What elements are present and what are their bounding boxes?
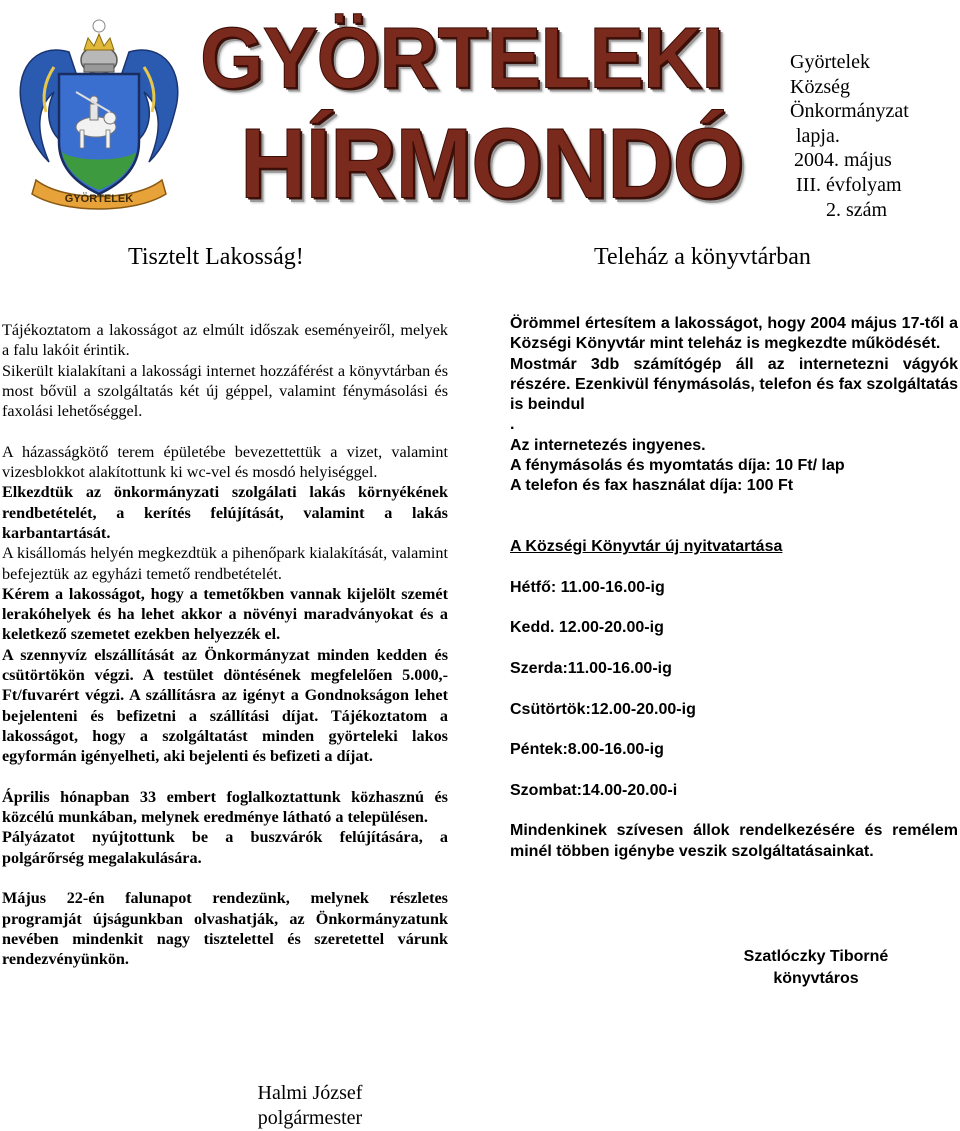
issue-info-line: 2004. május: [794, 149, 892, 172]
article-paragraph: Az internetezés ingyenes.: [510, 436, 706, 454]
opening-hours-item: Hétfő: 11.00-16.00-ig: [510, 578, 665, 596]
article-paragraph: Pályázatot nyújtottunk be a buszvárók felújítására, a polgárőrség megalakulására.: [2, 828, 448, 867]
right-column-heading: Teleház a könyvtárban: [594, 244, 811, 270]
left-column-heading: Tisztelt Lakosság!: [128, 244, 304, 270]
opening-hours-item: Szerda:11.00-16.00-ig: [510, 660, 672, 678]
article-paragraph: Tájékoztatom a lakosságot az elmúlt időszak eseményeiről, melyek a falu lakóit érintik.: [2, 321, 448, 360]
article-paragraph: A szennyvíz elszállítását az Önkormányzat minden kedden és csütörtökön végzi. A testület döntésének megfelelően 5.000,-Ft/fuvarért végzi. A szállításra az igényt a Gondnokságon lehet bejelenteni és befizetni a szállítási díjat. Tájékoztatom a lakosságot, hogy a szolgáltatást minden györteleki lakos egyformán igényelheti, aki bejelenti és befizeti a díjat.: [2, 645, 448, 766]
article-paragraph: Sikerült kialakítani a lakossági internet hozzáférést a könyvtárban és most bővül a szolgáltatás két új géppel, valamint fénymásolási és faxolási lehetőséggel.: [2, 361, 448, 421]
article-paragraph: A házasságkötő terem épületébe bevezettettük a vizet, valamint vizesblokkot alakítottunk ki wc-vel és mosdó helyiséggel.: [2, 442, 448, 482]
signature-title: polgármester: [257, 1106, 363, 1129]
left-column-article: [2, 320, 448, 970]
article-paragraph: Örömmel értesítem a lakosságot, hogy 2004 május 17-től a Községi Könyvtár mint teleház is megkezdte működését.: [510, 315, 958, 353]
issue-info-line: Község: [790, 75, 850, 98]
left-signature: [250, 1081, 370, 1130]
right-column-article: [510, 314, 958, 862]
crest-banner-text: GYÖRTELEK: [64, 193, 134, 205]
masthead-title-line-1: GYÖRTELEKI: [200, 10, 724, 107]
signature-title: könyvtáros: [773, 970, 859, 987]
opening-hours-item: Szombat:14.00-20.00-i: [510, 781, 678, 799]
issue-info-line: Györtelek: [790, 51, 870, 73]
article-paragraph: Május 22-én falunapot rendezünk, melynek részletes programját újságunkban olvashatják, az Önkormányzatunk nevében mindenkit nagy tisztelettel és szeretettel várunk rendezvényünkön.: [2, 889, 448, 969]
issue-info-line: lapja.: [796, 124, 840, 147]
opening-hours-item: Csütörtök:12.00-20.00-ig: [510, 700, 696, 718]
coat-of-arms-logo: [14, 12, 184, 212]
article-paragraph: Elkezdtük az önkormányzati szolgálati lakás környékének rendbetételét, a kerítés felújítását, valamint a lakás karbantartását.: [2, 483, 448, 542]
article-paragraph: A telefon és fax használat díja: 100 Ft: [510, 477, 794, 495]
issue-info-line: 2. szám: [826, 198, 888, 221]
article-paragraph: Mindenkinek szívesen állok rendelkezésére és remélem minél többen igénybe veszik szolgáltatásainkat.: [510, 822, 958, 860]
issue-info-line: III. évfolyam: [796, 173, 902, 196]
article-paragraph: Mostmár 3db számítógép áll az internetezni vágyók részére. Ezenkivül fénymásolás, telefon és fax szolgáltatás is beindul: [510, 355, 958, 414]
article-paragraph: Kérem a lakosságot, hogy a temetőkben vannak kijelölt szemét lerakóhelyek és ha lehet akkor a növényi maradványokat és a keletkező szemetet ezekben helyezzék el.: [2, 584, 448, 644]
opening-hours-item: Péntek:8.00-16.00-ig: [510, 741, 664, 759]
right-signature: [716, 946, 916, 990]
masthead-title: [200, 10, 744, 225]
signature-name: Szatlóczky Tiborné: [743, 948, 889, 965]
issue-info-line: Önkormányzat: [790, 100, 909, 123]
issue-info: [790, 50, 950, 222]
masthead-title-line-2: HÍRMONDÓ: [240, 108, 744, 220]
signature-name: Halmi József: [257, 1082, 363, 1104]
article-paragraph: Április hónapban 33 embert foglalkoztattunk közhasznú és közcélú munkában, melynek eredménye látható a településen.: [2, 787, 448, 827]
article-paragraph: A fénymásolás és myomtatás díja: 10 Ft/ lap: [510, 457, 845, 475]
opening-hours-item: Kedd. 12.00-20.00-ig: [510, 619, 664, 637]
article-paragraph: A kisállomás helyén megkezdtük a pihenőpark kialakítását, valamint befejeztük az egyházi temető rendbetételét.: [2, 544, 448, 583]
opening-hours-title: A Községi Könyvtár új nyitvatartása: [510, 538, 783, 556]
article-paragraph: .: [510, 416, 515, 434]
